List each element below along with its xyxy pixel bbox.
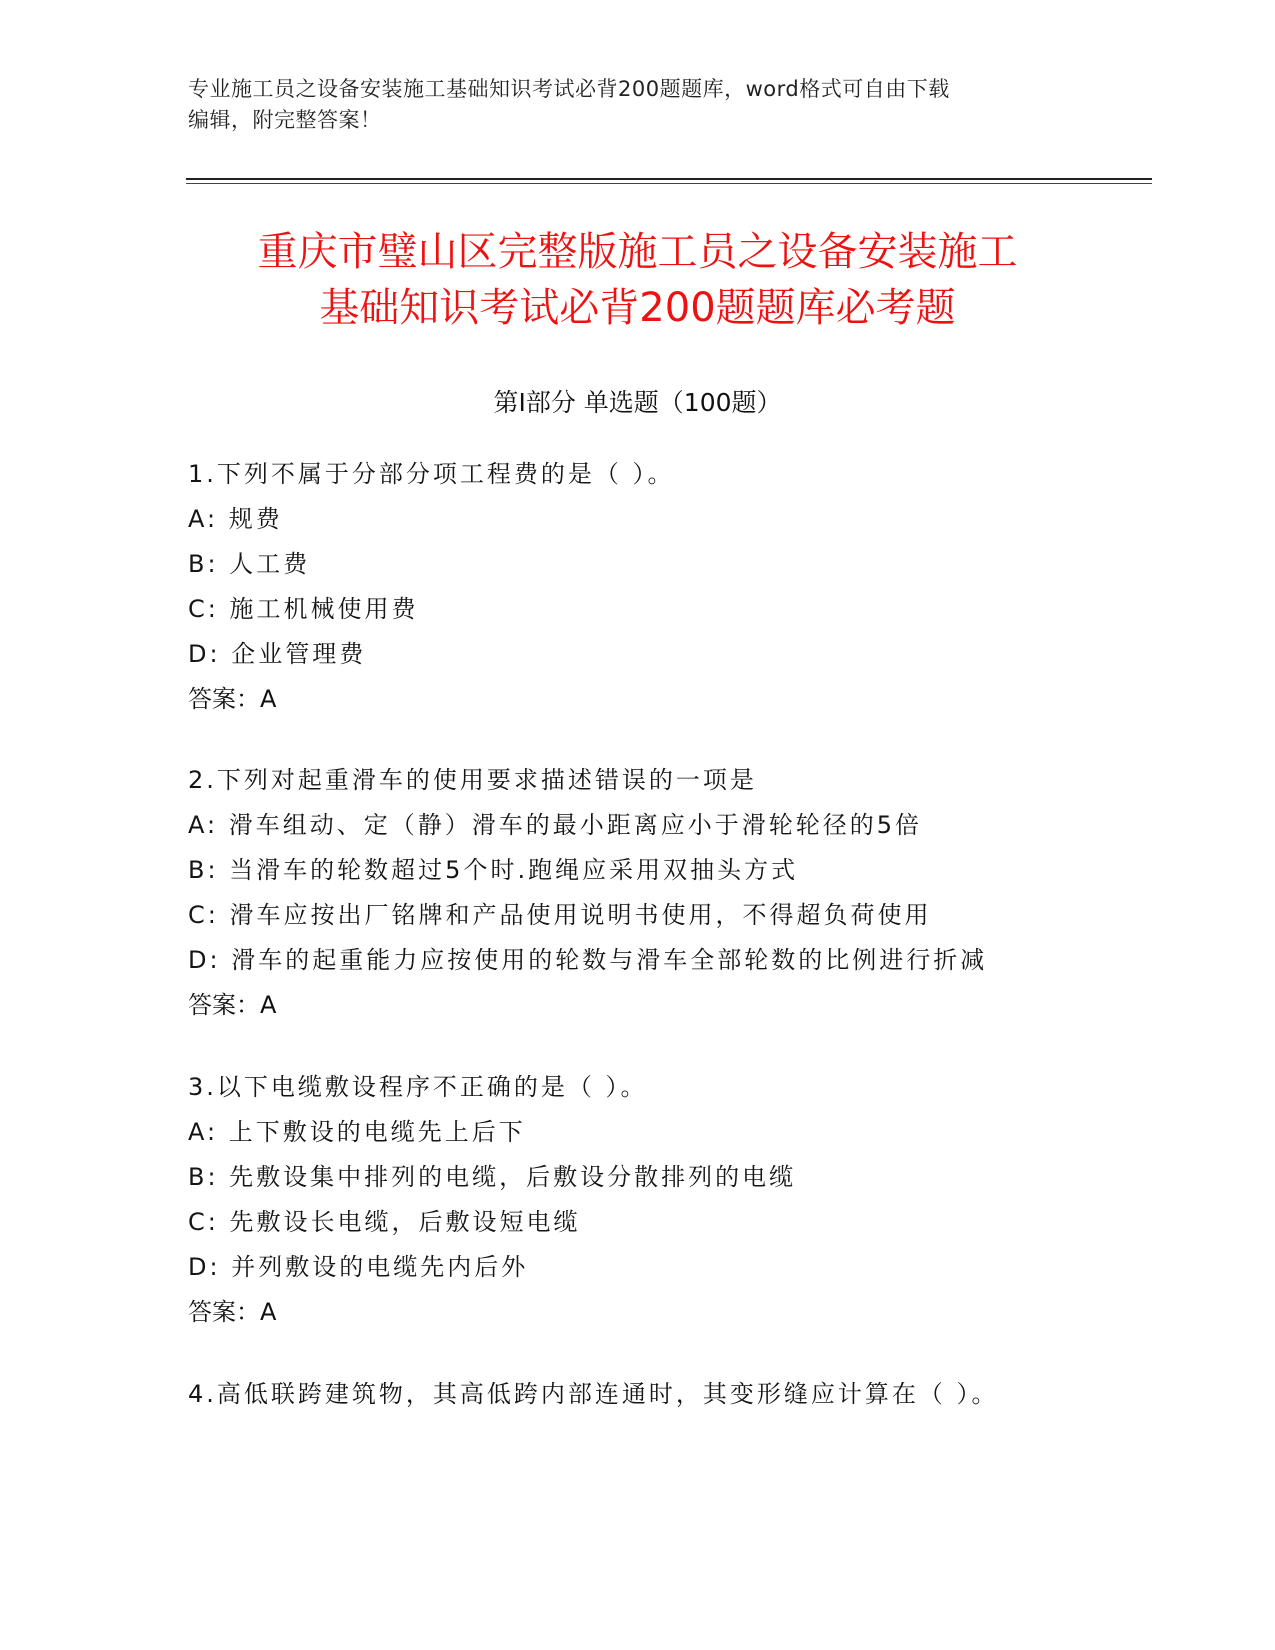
question-block xyxy=(188,1372,1088,1417)
option-a: A: 规费 xyxy=(188,505,283,533)
option-d: D: 企业管理费 xyxy=(188,640,367,668)
question-stem: 2.下列对起重滑车的使用要求描述错误的一项是 xyxy=(188,766,757,794)
question-block xyxy=(188,1065,1088,1335)
option-d: D: 滑车的起重能力应按使用的轮数与滑车全部轮数的比例进行折减 xyxy=(188,946,988,974)
question-block xyxy=(188,758,1088,1028)
header-note-line-2: 编辑，附完整答案！ xyxy=(188,108,382,132)
option-a: A: 上下敷设的电缆先上后下 xyxy=(188,1118,526,1146)
header-note-line-1: 专业施工员之设备安装施工基础知识考试必背200题题库，word格式可自由下载 xyxy=(188,77,950,101)
question-stem: 3.以下电缆敷设程序不正确的是（ ）。 xyxy=(188,1073,648,1101)
section-title: 第Ⅰ部分 单选题（100题） xyxy=(493,388,782,417)
question-block xyxy=(188,452,1088,722)
header-divider-thick xyxy=(186,178,1152,180)
option-d: D: 并列敷设的电缆先内后外 xyxy=(188,1253,529,1281)
option-c: C: 施工机械使用费 xyxy=(188,595,419,623)
answer-line: 答案：A xyxy=(188,991,277,1019)
option-b: B: 人工费 xyxy=(188,550,311,578)
header-divider-thin xyxy=(186,183,1152,184)
option-a: A: 滑车组动、定（静）滑车的最小距离应小于滑轮轮径的5倍 xyxy=(188,811,922,839)
header-note xyxy=(188,74,1088,136)
option-c: C: 滑车应按出厂铭牌和产品使用说明书使用，不得超负荷使用 xyxy=(188,901,932,929)
option-c: C: 先敷设长电缆，后敷设短电缆 xyxy=(188,1208,581,1236)
question-stem: 1.下列不属于分部分项工程费的是（ ）。 xyxy=(188,460,675,488)
option-b: B: 先敷设集中排列的电缆，后敷设分散排列的电缆 xyxy=(188,1163,797,1191)
answer-line: 答案：A xyxy=(188,685,277,713)
document-title-line-1: 重庆市璧山区完整版施工员之设备安装施工 xyxy=(257,229,1018,275)
option-b: B: 当滑车的轮数超过5个时.跑绳应采用双抽头方式 xyxy=(188,856,799,884)
document-title xyxy=(150,224,1125,336)
question-stem: 4.高低联跨建筑物，其高低跨内部连通时，其变形缝应计算在（ ）。 xyxy=(188,1380,999,1408)
document-title-line-2: 基础知识考试必背200题题库必考题 xyxy=(319,285,956,331)
answer-line: 答案：A xyxy=(188,1298,277,1326)
